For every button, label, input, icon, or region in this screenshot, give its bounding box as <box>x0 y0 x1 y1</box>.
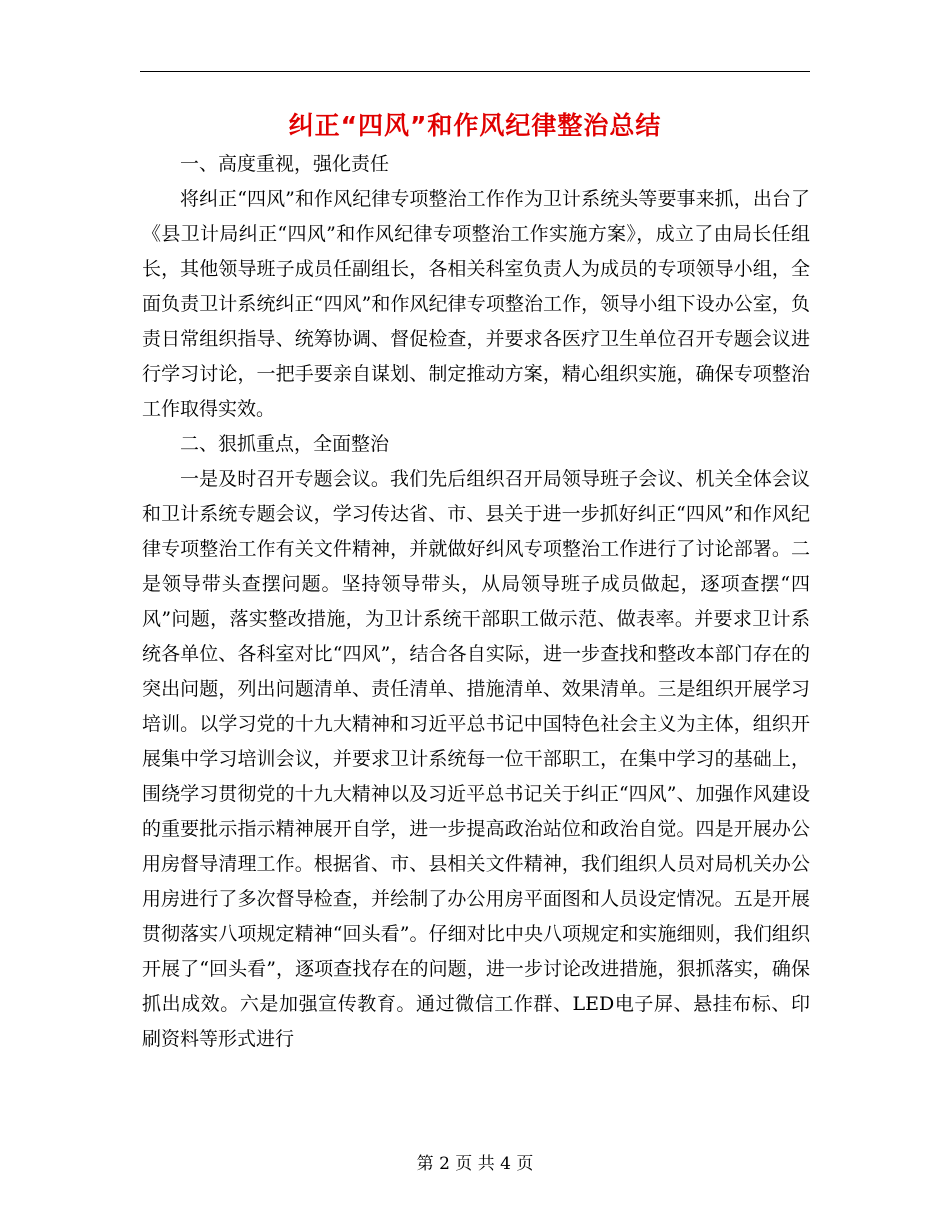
document-body <box>142 147 810 1057</box>
section-paragraph-1: 将纠正“四风”和作风纪律专项整治工作作为卫计系统头等要事来抓，出台了《县卫计局纠正“四风”和作风纪律专项整治工作实施方案》，成立了由局长任组长，其他领导班子成员任副组长，各相关科室负责人为成员的专项领导小组，全面负责卫计系统纠正“四风”和作风纪律专项整治工作，领导小组下设办公室，负责日常组织指导、统筹协调、督促检查，并要求各医疗卫生单位召开专题会议进行学习讨论，一把手要亲自谋划、制定推动方案，精心组织实施，确保专项整治工作取得实效。 <box>142 188 810 420</box>
section-heading-1: 一、高度重视，强化责任 <box>180 153 390 175</box>
page-number-footer: 第 2 页 共 4 页 <box>416 1154 534 1174</box>
section-paragraph-2: 一是及时召开专题会议。我们先后组织召开局领导班子会议、机关全体会议和卫计系统专题会议，学习传达省、市、县关于进一步抓好纠正“四风”和作风纪律专项整治工作有关文件精神，并就做好纠风专项整治工作进行了讨论部署。二是领导带头查摆问题。坚持领导带头，从局领导班子成员做起，逐项查摆“四风”问题，落实整改措施，为卫计系统干部职工做示范、做表率。并要求卫计系统各单位、各科室对比“四风”，结合各自实际，进一步查找和整改本部门存在的突出问题，列出问题清单、责任清单、措施清单、效果清单。三是组织开展学习培训。以学习党的十九大精神和习近平总书记中国特色社会主义为主体，组织开展集中学习培训会议，并要求卫计系统每一位干部职工，在集中学习的基础上，围绕学习贯彻党的十九大精神以及习近平总书记关于纠正“四风”、加强作风建设的重要批示指示精神展开自学，进一步提高政治站位和政治自觉。四是开展办公用房督导清理工作。根据省、市、县相关文件精神，我们组织人员对局机关办公用房进行了多次督导检查，并绘制了办公用房平面图和人员设定情况。五是开展贯彻落实八项规定精神“回头看”。仔细对比中央八项规定和实施细则，我们组织开展了“回头看”，逐项查找存在的问题，进一步讨论改进措施，狠抓落实，确保抓出成效。六是加强宣传教育。通过微信工作群、LED电子屏、悬挂布标、印刷资料等形式进行 <box>142 468 810 1050</box>
document-title: 纠正“四风”和作风纪律整治总结 <box>288 111 662 140</box>
section-heading-2: 二、狠抓重点，全面整治 <box>180 433 390 455</box>
header-rule <box>140 71 810 72</box>
